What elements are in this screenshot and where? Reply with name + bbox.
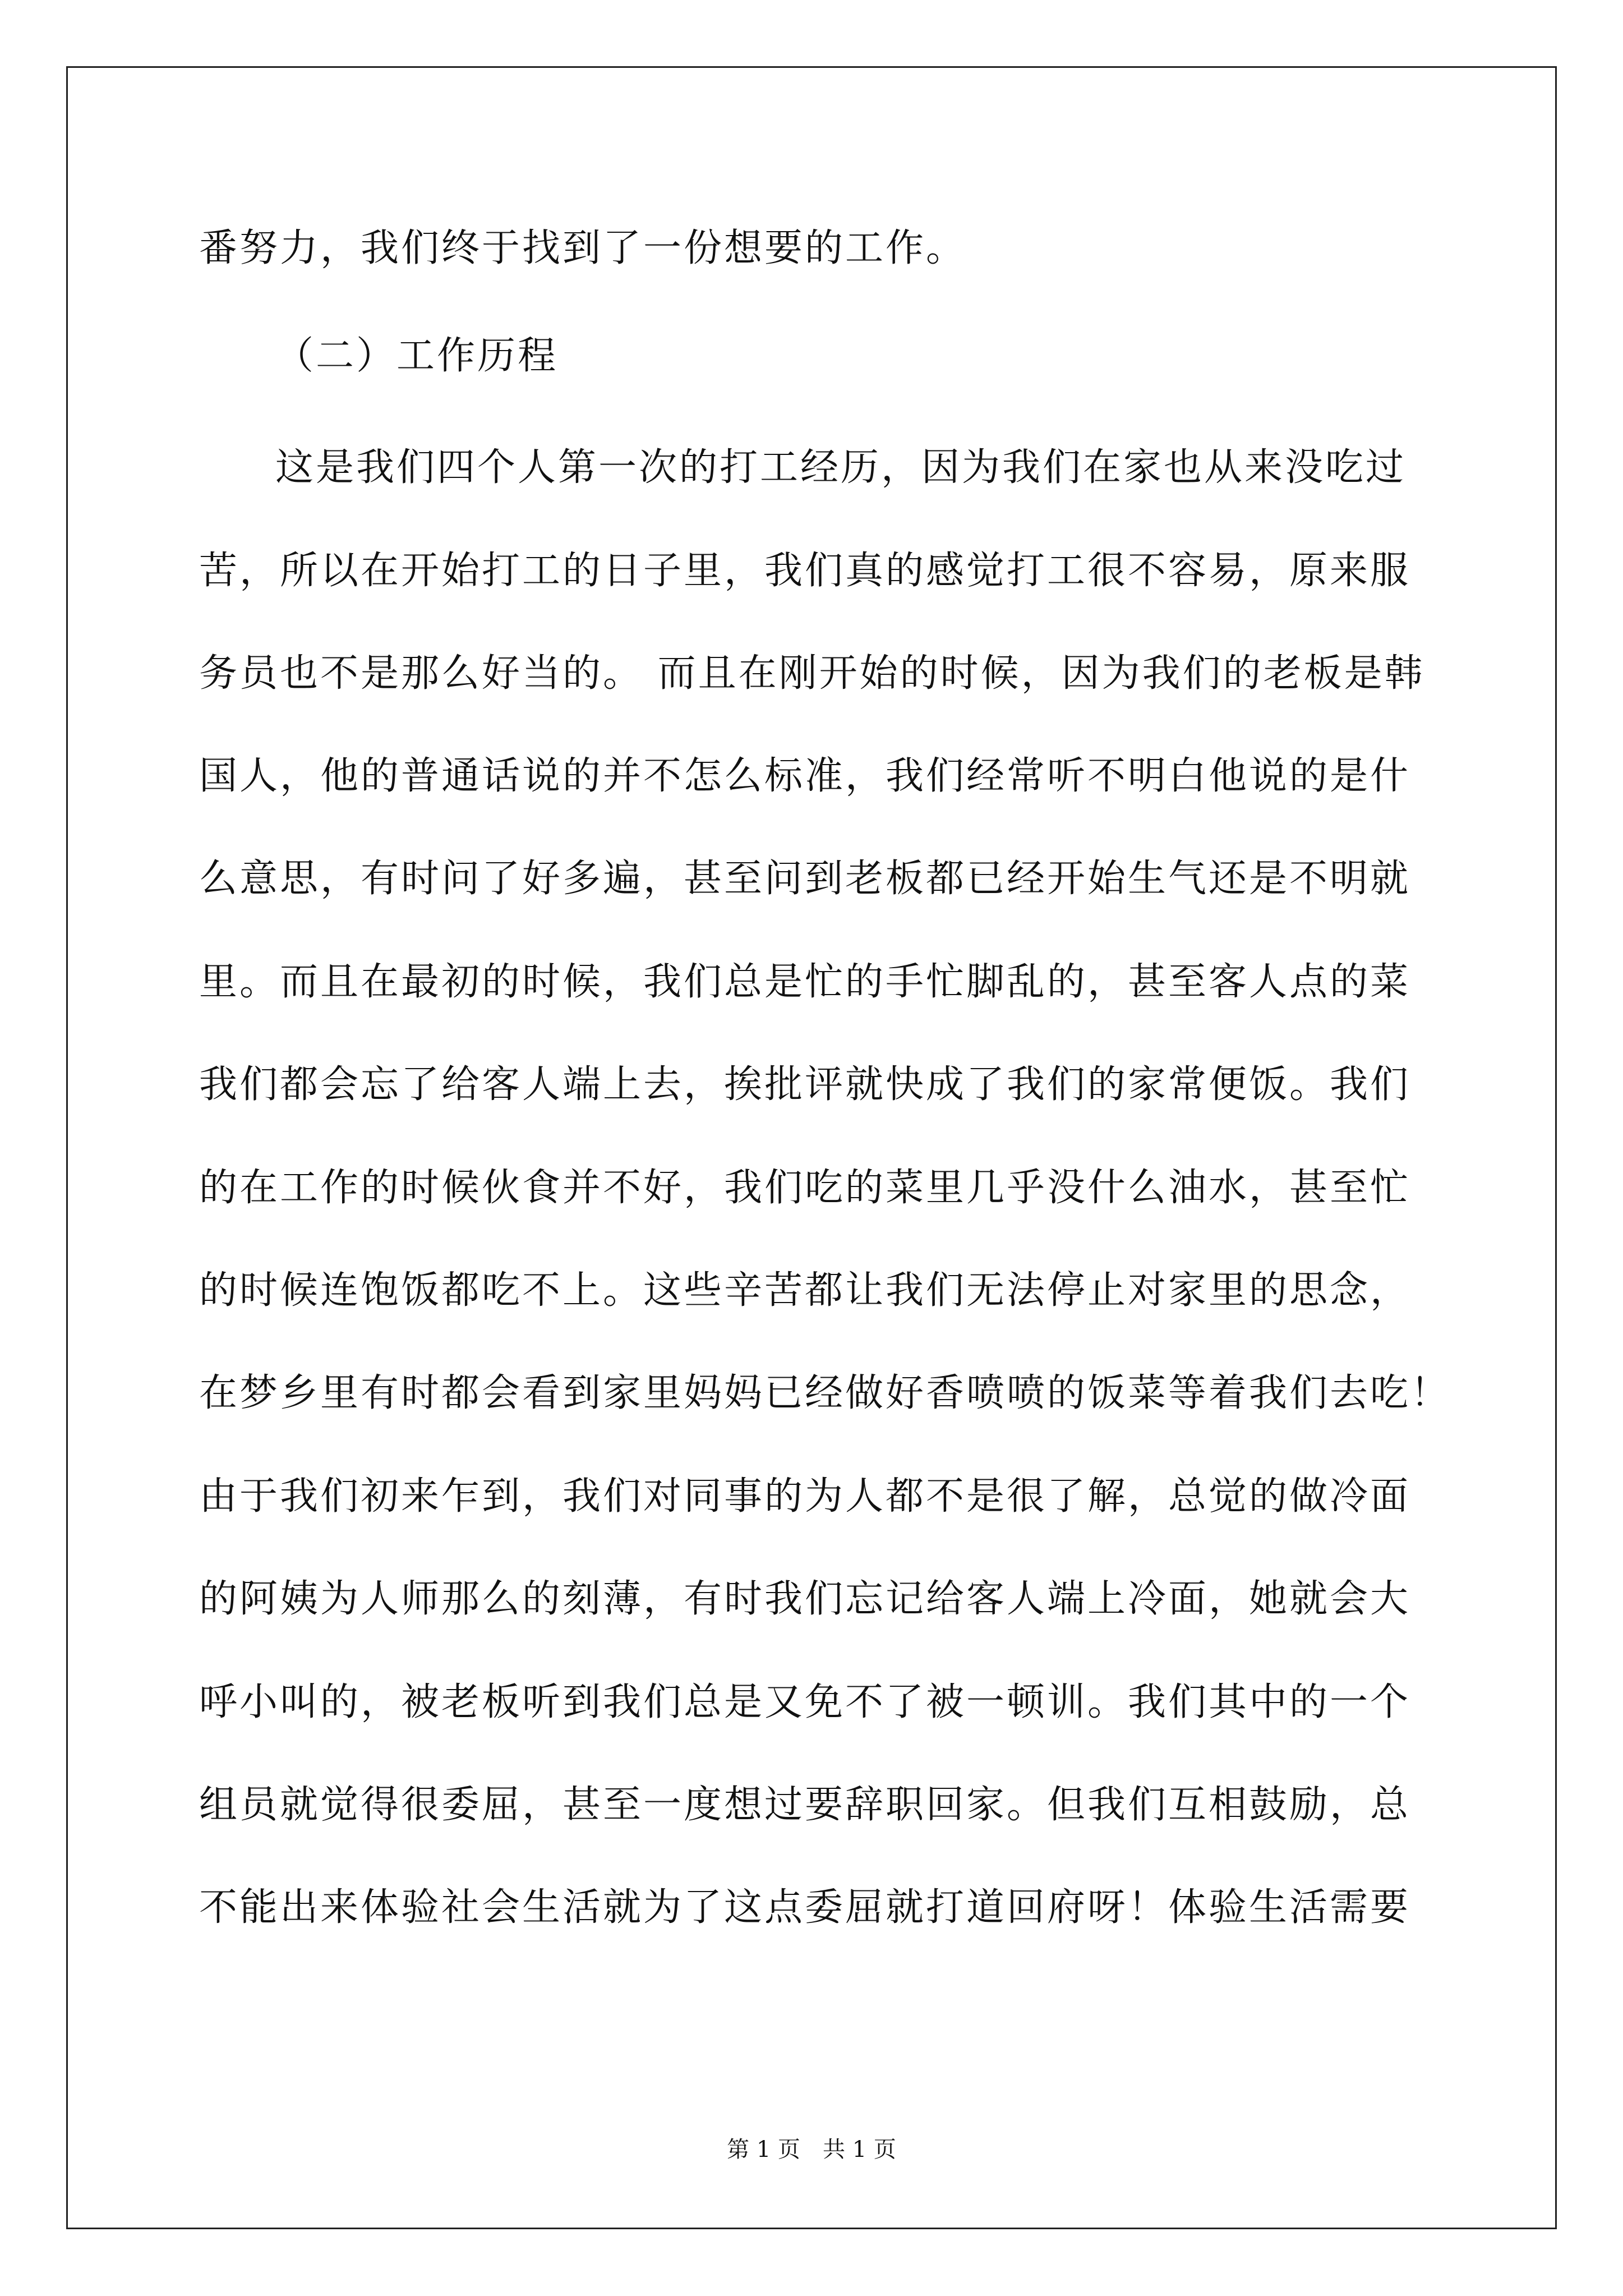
page-number-footer: 第 1 页 共 1 页 xyxy=(727,2137,896,2162)
text-line: 么意思，有时问了好多遍，甚至问到老板都已经开始生气还是不明就 xyxy=(199,857,1411,901)
text-line: 由于我们初来乍到，我们对同事的为人都不是很了解，总觉的做冷面 xyxy=(199,1474,1411,1519)
text-line: 番努力，我们终于找到了一份想要的工作。 xyxy=(199,226,967,270)
text-line: 组员就觉得很委屈，甚至一度想过要辞职回家。但我们互相鼓励，总 xyxy=(199,1783,1411,1827)
text-line: 在梦乡里有时都会看到家里妈妈已经做好香喷喷的饭菜等着我们去吃！ xyxy=(199,1371,1451,1415)
text-line: 的时候连饱饭都吃不上。这些辛苦都让我们无法停止对家里的思念， xyxy=(199,1268,1411,1313)
text-line: 里。而且在最初的时候，我们总是忙的手忙脚乱的，甚至客人点的菜 xyxy=(199,960,1411,1004)
section-heading: （二）工作历程 xyxy=(275,334,559,378)
text-line: 这是我们四个人第一次的打工经历，因为我们在家也从来没吃过 xyxy=(275,445,1407,490)
text-line: 的在工作的时候伙食并不好，我们吃的菜里几乎没什么油水，甚至忙 xyxy=(199,1166,1411,1210)
text-line: 国人，他的普通话说的并不怎么标准，我们经常听不明白他说的是什 xyxy=(199,754,1411,798)
text-line: 呼小叫的，被老板听到我们总是又免不了被一顿训。我们其中的一个 xyxy=(199,1680,1411,1724)
text-line: 的阿姨为人师那么的刻薄，有时我们忘记给客人端上冷面，她就会大 xyxy=(199,1577,1411,1621)
text-line: 苦，所以在开始打工的日子里，我们真的感觉打工很不容易，原来服 xyxy=(199,549,1411,593)
text-line: 务员也不是那么好当的。 而且在刚开始的时候，因为我们的老板是韩 xyxy=(199,651,1425,696)
text-line: 不能出来体验社会生活就为了这点委屈就打道回府呀！体验生活需要 xyxy=(199,1885,1411,1930)
text-line: 我们都会忘了给客人端上去，挨批评就快成了我们的家常便饭。我们 xyxy=(199,1062,1411,1107)
